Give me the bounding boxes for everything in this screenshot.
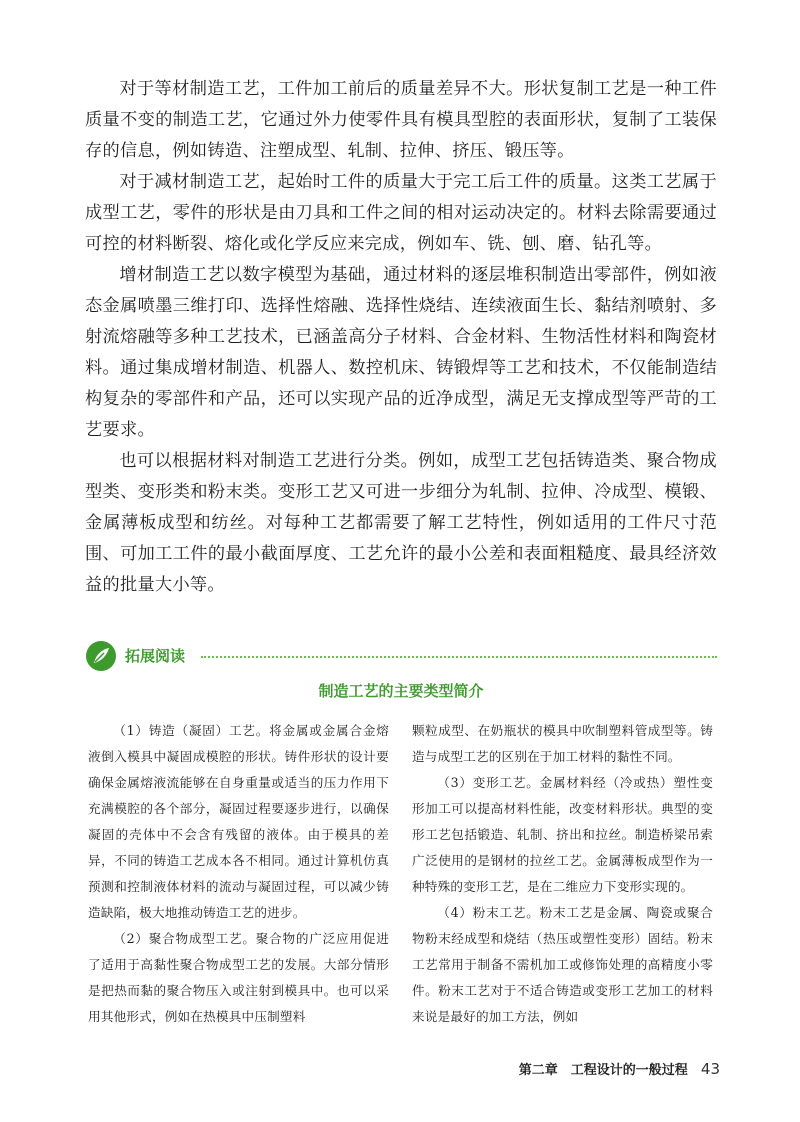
deformation-paragraph: （3）变形工艺。金属材料经（冷或热）塑性变形加工可以提高材料性能，改变材料形状。典型的变形工艺包括锻造、轧制、挤出和拉丝。制造桥梁吊索广泛使用的是钢材的拉丝工艺。金属薄板成型作为一种特殊的变形工艺，是在二维应力下变形实现的。: [412, 775, 713, 894]
footer-chapter-title: 第二章 工程设计的一般过程: [518, 1063, 688, 1078]
extended-right-column: [412, 718, 713, 1030]
paragraph-additive: 增材制造工艺以数字模型为基础，通过材料的逐层堆积制造出零部件，例如液态金属喷墨三维打印、选择性熔融、选择性烧结、连续液面生长、黏结剂喷射、多射流熔融等多种工艺技术，已涵盖高分子材料、合金材料、生物活性材料和陶瓷材料。通过集成增材制造、机器人、数控机床、铸锻焊等工艺和技术，不仅能制造结构复杂的零部件和产品，还可以实现产品的近净成型，满足无支撑成型等严苛的工艺要求。: [85, 265, 717, 440]
extended-reading-label: 拓展阅读: [125, 647, 186, 665]
casting-paragraph: （1）铸造（凝固）工艺。将金属或金属合金熔液倒入模具中凝固成模腔的形状。铸件形状的设计要确保金属熔液流能够在自身重量或适当的压力作用下充满模腔的各个部分，凝固过程要逐步进行，以确保凝固的壳体中不会含有残留的液体。由于模具的差异，不同的铸造工艺成本各不相同。通过计算机仿真预测和控制液体材料的流动与凝固过程，可以减少铸造缺陷，极大地推动铸造工艺的进步。: [88, 723, 389, 920]
paragraph-subtractive: 对于减材制造工艺，起始时工件的质量大于完工后工件的质量。这类工艺属于成型工艺，零件的形状是由刀具和工件之间的相对运动决定的。材料去除需要通过可控的材料断裂、熔化或化学反应来完成，例如车、铣、刨、磨、钻孔等。: [85, 172, 717, 254]
extended-reading-header: [85, 640, 717, 672]
extended-left-column: [88, 718, 389, 1030]
main-body-text: [85, 74, 717, 601]
paragraph-material-classification: 也可以根据材料对制造工艺进行分类。例如，成型工艺包括铸造类、聚合物成型类、变形类和粉末类。变形工艺又可进一步细分为轧制、拉伸、冷成型、模锻、金属薄板成型和纺丝。对每种工艺都需要了解工艺特性，例如适用的工件尺寸范围、可加工工件的最小截面厚度、工艺允许的最小公差和表面粗糙度、最具经济效益的批量大小等。: [85, 451, 717, 595]
page-number: 43: [700, 1059, 720, 1078]
page-footer: [400, 1058, 720, 1082]
paragraph-equal-material: 对于等材制造工艺，工件加工前后的质量差异不大。形状复制工艺是一种工件质量不变的制造工艺，它通过外力使零件具有模具型腔的表面形状，复制了工装保存的信息，例如铸造、注塑成型、轧制、拉伸、挤压、锻压等。: [85, 79, 717, 161]
polymer-continued-paragraph: 颗粒成型、在奶瓶状的模具中吹制塑料管成型等。铸造与成型工艺的区别在于加工材料的黏性不同。: [412, 723, 713, 764]
polymer-paragraph: （2）聚合物成型工艺。聚合物的广泛应用促进了适用于高黏性聚合物成型工艺的发展。大部分情形是把热而黏的聚合物压入或注射到模具中。也可以采用其他形式，例如在热模具中压制塑料: [88, 931, 389, 1024]
powder-paragraph: （4）粉末工艺。粉末工艺是金属、陶瓷或聚合物粉末经成型和烧结（热压或塑性变形）固结。粉末工艺常用于制备不需机加工或修饰处理的高精度小零件。粉末工艺对于不适合铸造或变形工艺加工的材料来说是最好的加工方法，例如: [412, 905, 713, 1024]
leaf-pen-icon: [85, 640, 117, 672]
dotted-divider: [201, 656, 717, 658]
extended-reading-title: 制造工艺的主要类型简介: [318, 682, 484, 700]
